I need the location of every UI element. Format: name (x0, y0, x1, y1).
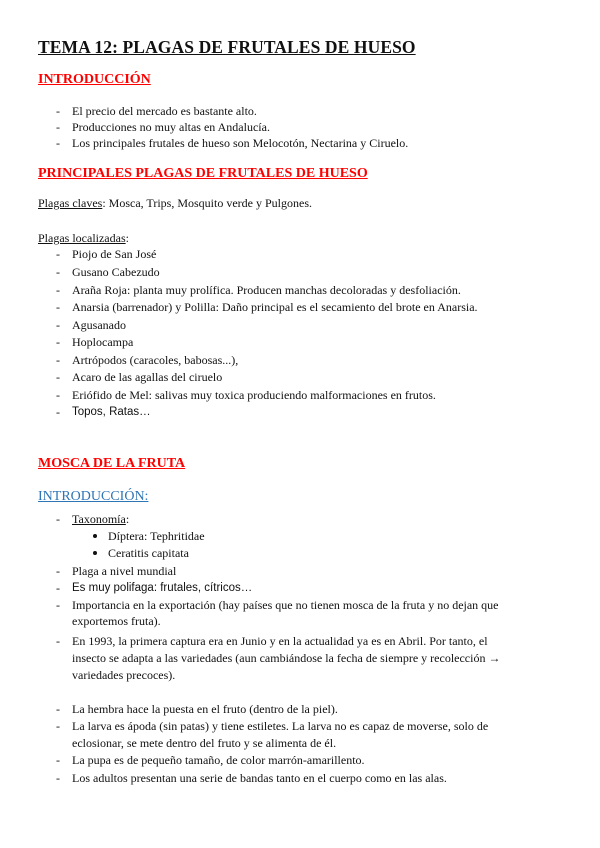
intro-heading: INTRODUCCIÓN (38, 72, 151, 87)
colon: : (125, 512, 130, 526)
mosca-heading: MOSCA DE LA FRUTA (38, 456, 186, 471)
adultos-line: Los adultos presentan una serie de bandas tanto en el cuerpo como en las alas. (72, 771, 447, 785)
taxonomia-line (72, 512, 129, 526)
hembra-line: La hembra hace la puesta en el fruto (dentro de la piel). (72, 702, 338, 716)
dash: - (56, 512, 60, 526)
importancia-line: exportemos fruta). (72, 614, 161, 628)
taxonomia-item: Ceratitis capitata (108, 546, 189, 560)
dash: - (56, 136, 60, 150)
intro-item: Los principales frutales de hueso son Melocotón, Nectarina y Ciruelo. (72, 136, 409, 150)
dash: - (56, 634, 60, 648)
bullet-dot (93, 534, 97, 538)
plagas-localizadas-line (38, 231, 129, 245)
colon: : (125, 231, 129, 245)
dash: - (56, 335, 60, 349)
dash: - (56, 719, 60, 733)
intro-item: El precio del mercado es bastante alto. (72, 104, 257, 118)
plaga-item: Eriófido de Mel: salivas muy toxica produciendo malformaciones en frutos. (72, 388, 436, 402)
dash: - (56, 581, 60, 595)
plagas-claves-line (38, 196, 312, 210)
page-title: TEMA 12: PLAGAS DE FRUTALES DE HUESO (38, 37, 416, 57)
mosca-item: Es muy polifaga: frutales, cítricos… (72, 582, 253, 594)
plagas-claves-label: Plagas claves (38, 196, 103, 210)
plaga-item: Gusano Cabezudo (72, 265, 160, 279)
taxonomia-label: Taxonomía (72, 512, 126, 526)
mosca-intro-heading: INTRODUCCIÓN: (38, 489, 149, 504)
plaga-item: Topos, Ratas… (72, 406, 151, 418)
dash: - (56, 598, 60, 612)
anio-line: variedades precoces). (72, 668, 176, 682)
dash: - (56, 353, 60, 367)
anio-line: insecto se adapta a las variedades (aun cambiándose la fecha de siempre y recolección → (72, 651, 501, 665)
plagas-localizadas-label: Plagas localizadas (38, 231, 126, 245)
dash: - (56, 702, 60, 716)
dash: - (56, 318, 60, 332)
plaga-item: Araña Roja: planta muy prolífica. Producen manchas decoloradas y desfoliación. (72, 283, 461, 297)
dash: - (56, 265, 60, 279)
dash: - (56, 300, 60, 314)
principales-heading: PRINCIPALES PLAGAS DE FRUTALES DE HUESO (38, 166, 368, 181)
plaga-item: Artrópodos (caracoles, babosas...), (72, 353, 239, 367)
larva-line: La larva es ápoda (sin patas) y tiene estiletes. La larva no es capaz de moverse, solo de (72, 719, 489, 733)
dash: - (56, 247, 60, 261)
dash: - (56, 771, 60, 785)
plaga-item: Hoplocampa (72, 335, 134, 349)
dash: - (56, 388, 60, 402)
mosca-item: Plaga a nivel mundial (72, 564, 177, 578)
dash: - (56, 753, 60, 767)
dash: - (56, 283, 60, 297)
dash: - (56, 120, 60, 134)
bullet-dot (93, 551, 97, 555)
anio-line: En 1993, la primera captura era en Junio y en la actualidad ya es en Abril. Por tanto, el (72, 634, 488, 648)
taxonomia-item: Díptera: Tephritidae (108, 529, 205, 543)
plaga-item: Piojo de San José (72, 247, 157, 261)
plaga-item: Anarsia (barrenador) y Polilla: Daño principal es el secamiento del brote en Anarsia. (72, 300, 478, 314)
pupa-line: La pupa es de pequeño tamaño, de color marrón-amarillento. (72, 753, 365, 767)
dash: - (56, 370, 60, 384)
dash: - (56, 405, 60, 419)
dash: - (56, 104, 60, 118)
intro-item: Producciones no muy altas en Andalucía. (72, 120, 270, 134)
plagas-claves-text: : Mosca, Trips, Mosquito verde y Pulgones. (102, 196, 312, 210)
plaga-item: Agusanado (72, 318, 126, 332)
larva-line: eclosionar, se mete dentro del fruto y se alimenta de él. (72, 736, 337, 750)
plaga-item: Acaro de las agallas del ciruelo (72, 370, 223, 384)
importancia-line: Importancia en la exportación (hay países que no tienen mosca de la fruta y no dejan que (72, 598, 499, 612)
dash: - (56, 564, 60, 578)
